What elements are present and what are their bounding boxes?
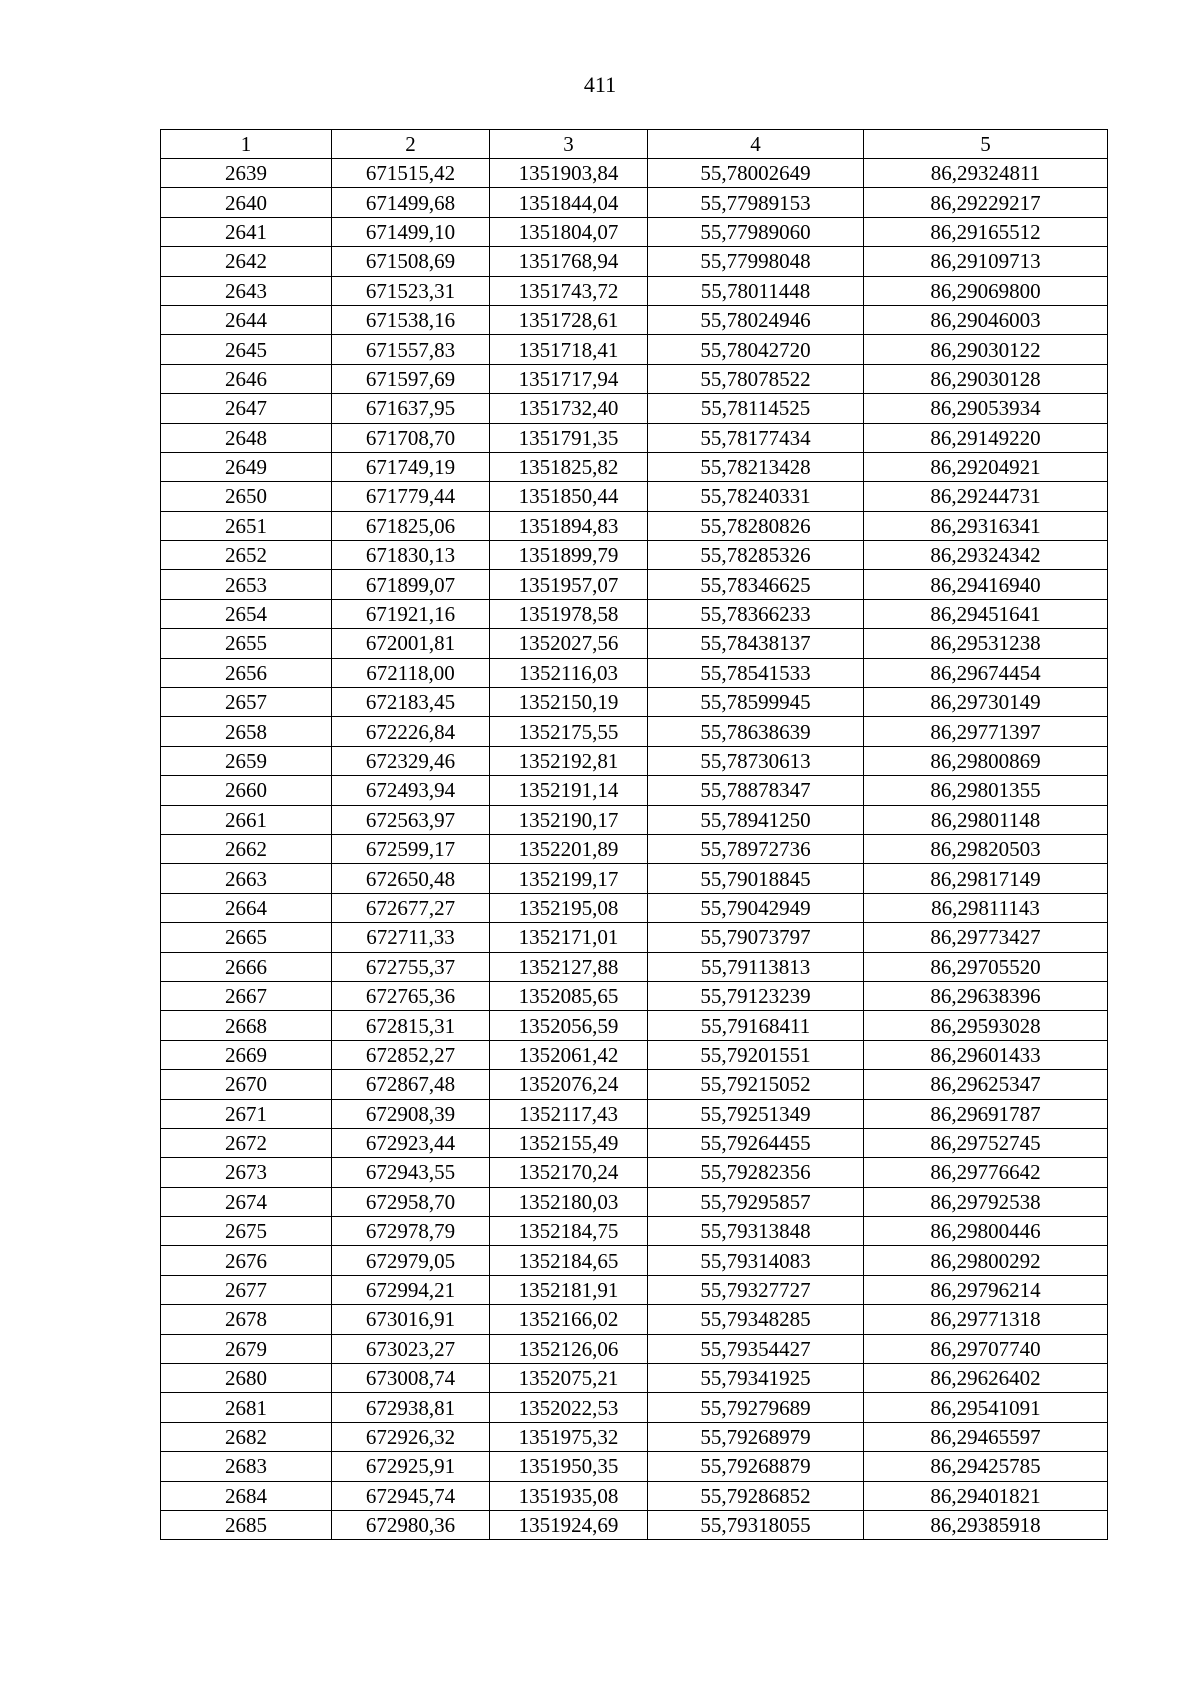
y-coordinate-cell: 1352127,88 — [490, 952, 648, 981]
point-number-cell: 2666 — [161, 952, 332, 981]
longitude-cell: 86,29451641 — [864, 599, 1108, 628]
point-number-cell: 2647 — [161, 394, 332, 423]
x-coordinate-cell: 672979,05 — [332, 1246, 490, 1275]
longitude-cell: 86,29069800 — [864, 276, 1108, 305]
table-row — [161, 1040, 1108, 1069]
latitude-cell: 55,78366233 — [648, 599, 864, 628]
longitude-cell: 86,29771318 — [864, 1305, 1108, 1334]
latitude-cell: 55,79264455 — [648, 1128, 864, 1157]
latitude-cell: 55,79268979 — [648, 1422, 864, 1451]
y-coordinate-cell: 1352195,08 — [490, 893, 648, 922]
y-coordinate-cell: 1352171,01 — [490, 923, 648, 952]
latitude-cell: 55,78599945 — [648, 688, 864, 717]
y-coordinate-cell: 1352199,17 — [490, 864, 648, 893]
y-coordinate-cell: 1351718,41 — [490, 335, 648, 364]
latitude-cell: 55,78878347 — [648, 776, 864, 805]
x-coordinate-cell: 672001,81 — [332, 629, 490, 658]
x-coordinate-cell: 672994,21 — [332, 1275, 490, 1304]
longitude-cell: 86,29601433 — [864, 1040, 1108, 1069]
point-number-cell: 2674 — [161, 1187, 332, 1216]
y-coordinate-cell: 1351978,58 — [490, 599, 648, 628]
x-coordinate-cell: 671523,31 — [332, 276, 490, 305]
table-row — [161, 423, 1108, 452]
x-coordinate-cell: 672815,31 — [332, 1011, 490, 1040]
table-row — [161, 688, 1108, 717]
point-number-cell: 2655 — [161, 629, 332, 658]
point-number-cell: 2654 — [161, 599, 332, 628]
y-coordinate-cell: 1352201,89 — [490, 834, 648, 863]
longitude-cell: 86,29773427 — [864, 923, 1108, 952]
point-number-cell: 2645 — [161, 335, 332, 364]
latitude-cell: 55,79282356 — [648, 1158, 864, 1187]
latitude-cell: 55,79286852 — [648, 1481, 864, 1510]
latitude-cell: 55,78638639 — [648, 717, 864, 746]
y-coordinate-cell: 1351950,35 — [490, 1452, 648, 1481]
y-coordinate-cell: 1351844,04 — [490, 188, 648, 217]
y-coordinate-cell: 1351768,94 — [490, 247, 648, 276]
table-row — [161, 864, 1108, 893]
x-coordinate-cell: 672493,94 — [332, 776, 490, 805]
longitude-cell: 86,29541091 — [864, 1393, 1108, 1422]
y-coordinate-cell: 1352075,21 — [490, 1364, 648, 1393]
point-number-cell: 2650 — [161, 482, 332, 511]
table-row — [161, 1158, 1108, 1187]
point-number-cell: 2681 — [161, 1393, 332, 1422]
point-number-cell: 2662 — [161, 834, 332, 863]
x-coordinate-cell: 672329,46 — [332, 746, 490, 775]
x-coordinate-cell: 672958,70 — [332, 1187, 490, 1216]
point-number-cell: 2659 — [161, 746, 332, 775]
y-coordinate-cell: 1351717,94 — [490, 364, 648, 393]
latitude-cell: 55,79279689 — [648, 1393, 864, 1422]
x-coordinate-cell: 671830,13 — [332, 541, 490, 570]
longitude-cell: 86,29425785 — [864, 1452, 1108, 1481]
y-coordinate-cell: 1352155,49 — [490, 1128, 648, 1157]
latitude-cell: 55,79073797 — [648, 923, 864, 952]
y-coordinate-cell: 1351975,32 — [490, 1422, 648, 1451]
longitude-cell: 86,29465597 — [864, 1422, 1108, 1451]
y-coordinate-cell: 1352180,03 — [490, 1187, 648, 1216]
point-number-cell: 2671 — [161, 1099, 332, 1128]
point-number-cell: 2661 — [161, 805, 332, 834]
y-coordinate-cell: 1352184,65 — [490, 1246, 648, 1275]
longitude-cell: 86,29401821 — [864, 1481, 1108, 1510]
latitude-cell: 55,78213428 — [648, 452, 864, 481]
latitude-cell: 55,78114525 — [648, 394, 864, 423]
latitude-cell: 55,78078522 — [648, 364, 864, 393]
latitude-cell: 55,79313848 — [648, 1217, 864, 1246]
table-row — [161, 1305, 1108, 1334]
y-coordinate-cell: 1352166,02 — [490, 1305, 648, 1334]
x-coordinate-cell: 672923,44 — [332, 1128, 490, 1157]
longitude-cell: 86,29046003 — [864, 305, 1108, 334]
y-coordinate-cell: 1352150,19 — [490, 688, 648, 717]
longitude-cell: 86,29626402 — [864, 1364, 1108, 1393]
point-number-cell: 2667 — [161, 981, 332, 1010]
point-number-cell: 2682 — [161, 1422, 332, 1451]
column-header: 5 — [864, 130, 1108, 159]
y-coordinate-cell: 1352085,65 — [490, 981, 648, 1010]
longitude-cell: 86,29316341 — [864, 511, 1108, 540]
latitude-cell: 55,78730613 — [648, 746, 864, 775]
latitude-cell: 55,77989153 — [648, 188, 864, 217]
latitude-cell: 55,79268879 — [648, 1452, 864, 1481]
latitude-cell: 55,78011448 — [648, 276, 864, 305]
coordinates-table — [160, 129, 1108, 1540]
point-number-cell: 2656 — [161, 658, 332, 687]
table-row — [161, 834, 1108, 863]
latitude-cell: 55,79295857 — [648, 1187, 864, 1216]
point-number-cell: 2640 — [161, 188, 332, 217]
x-coordinate-cell: 672711,33 — [332, 923, 490, 952]
table-row — [161, 1364, 1108, 1393]
x-coordinate-cell: 672980,36 — [332, 1510, 490, 1539]
longitude-cell: 86,29801355 — [864, 776, 1108, 805]
latitude-cell: 55,79348285 — [648, 1305, 864, 1334]
point-number-cell: 2676 — [161, 1246, 332, 1275]
x-coordinate-cell: 672978,79 — [332, 1217, 490, 1246]
longitude-cell: 86,29801148 — [864, 805, 1108, 834]
table-row — [161, 599, 1108, 628]
y-coordinate-cell: 1351903,84 — [490, 159, 648, 188]
point-number-cell: 2657 — [161, 688, 332, 717]
latitude-cell: 55,78024946 — [648, 305, 864, 334]
longitude-cell: 86,29109713 — [864, 247, 1108, 276]
longitude-cell: 86,29416940 — [864, 570, 1108, 599]
table-row — [161, 511, 1108, 540]
y-coordinate-cell: 1352061,42 — [490, 1040, 648, 1069]
table-row — [161, 247, 1108, 276]
point-number-cell: 2649 — [161, 452, 332, 481]
x-coordinate-cell: 671825,06 — [332, 511, 490, 540]
point-number-cell: 2660 — [161, 776, 332, 805]
table-row — [161, 629, 1108, 658]
latitude-cell: 55,79327727 — [648, 1275, 864, 1304]
x-coordinate-cell: 671708,70 — [332, 423, 490, 452]
table-row — [161, 159, 1108, 188]
latitude-cell: 55,78280826 — [648, 511, 864, 540]
table-row — [161, 188, 1108, 217]
point-number-cell: 2653 — [161, 570, 332, 599]
longitude-cell: 86,29705520 — [864, 952, 1108, 981]
longitude-cell: 86,29796214 — [864, 1275, 1108, 1304]
x-coordinate-cell: 672925,91 — [332, 1452, 490, 1481]
table-row — [161, 570, 1108, 599]
y-coordinate-cell: 1352126,06 — [490, 1334, 648, 1363]
y-coordinate-cell: 1352170,24 — [490, 1158, 648, 1187]
table-row — [161, 541, 1108, 570]
longitude-cell: 86,29149220 — [864, 423, 1108, 452]
latitude-cell: 55,78941250 — [648, 805, 864, 834]
point-number-cell: 2643 — [161, 276, 332, 305]
x-coordinate-cell: 672765,36 — [332, 981, 490, 1010]
longitude-cell: 86,29800292 — [864, 1246, 1108, 1275]
latitude-cell: 55,79354427 — [648, 1334, 864, 1363]
latitude-cell: 55,79314083 — [648, 1246, 864, 1275]
latitude-cell: 55,78042720 — [648, 335, 864, 364]
table-row — [161, 394, 1108, 423]
point-number-cell: 2675 — [161, 1217, 332, 1246]
longitude-cell: 86,29771397 — [864, 717, 1108, 746]
x-coordinate-cell: 671779,44 — [332, 482, 490, 511]
longitude-cell: 86,29817149 — [864, 864, 1108, 893]
y-coordinate-cell: 1352175,55 — [490, 717, 648, 746]
point-number-cell: 2641 — [161, 217, 332, 246]
point-number-cell: 2672 — [161, 1128, 332, 1157]
y-coordinate-cell: 1351732,40 — [490, 394, 648, 423]
x-coordinate-cell: 671637,95 — [332, 394, 490, 423]
y-coordinate-cell: 1352027,56 — [490, 629, 648, 658]
column-header: 2 — [332, 130, 490, 159]
y-coordinate-cell: 1351924,69 — [490, 1510, 648, 1539]
table-row — [161, 952, 1108, 981]
point-number-cell: 2648 — [161, 423, 332, 452]
longitude-cell: 86,29776642 — [864, 1158, 1108, 1187]
y-coordinate-cell: 1351743,72 — [490, 276, 648, 305]
table-row — [161, 1481, 1108, 1510]
point-number-cell: 2642 — [161, 247, 332, 276]
table-row — [161, 1452, 1108, 1481]
point-number-cell: 2663 — [161, 864, 332, 893]
longitude-cell: 86,29244731 — [864, 482, 1108, 511]
longitude-cell: 86,29792538 — [864, 1187, 1108, 1216]
y-coordinate-cell: 1352192,81 — [490, 746, 648, 775]
table-row — [161, 776, 1108, 805]
y-coordinate-cell: 1351728,61 — [490, 305, 648, 334]
longitude-cell: 86,29811143 — [864, 893, 1108, 922]
latitude-cell: 55,78972736 — [648, 834, 864, 863]
table-row — [161, 482, 1108, 511]
y-coordinate-cell: 1351791,35 — [490, 423, 648, 452]
longitude-cell: 86,29638396 — [864, 981, 1108, 1010]
point-number-cell: 2680 — [161, 1364, 332, 1393]
point-number-cell: 2658 — [161, 717, 332, 746]
table-row — [161, 746, 1108, 775]
latitude-cell: 55,79168411 — [648, 1011, 864, 1040]
y-coordinate-cell: 1351899,79 — [490, 541, 648, 570]
point-number-cell: 2673 — [161, 1158, 332, 1187]
x-coordinate-cell: 671499,68 — [332, 188, 490, 217]
latitude-cell: 55,79201551 — [648, 1040, 864, 1069]
x-coordinate-cell: 672226,84 — [332, 717, 490, 746]
x-coordinate-cell: 672945,74 — [332, 1481, 490, 1510]
x-coordinate-cell: 673023,27 — [332, 1334, 490, 1363]
y-coordinate-cell: 1351935,08 — [490, 1481, 648, 1510]
point-number-cell: 2665 — [161, 923, 332, 952]
latitude-cell: 55,78346625 — [648, 570, 864, 599]
latitude-cell: 55,79042949 — [648, 893, 864, 922]
table-row — [161, 981, 1108, 1010]
table-row — [161, 1510, 1108, 1539]
table-row — [161, 1099, 1108, 1128]
longitude-cell: 86,29674454 — [864, 658, 1108, 687]
x-coordinate-cell: 672118,00 — [332, 658, 490, 687]
y-coordinate-cell: 1351825,82 — [490, 452, 648, 481]
latitude-cell: 55,77989060 — [648, 217, 864, 246]
table-row — [161, 1011, 1108, 1040]
point-number-cell: 2669 — [161, 1040, 332, 1069]
longitude-cell: 86,29385918 — [864, 1510, 1108, 1539]
point-number-cell: 2670 — [161, 1070, 332, 1099]
point-number-cell: 2651 — [161, 511, 332, 540]
y-coordinate-cell: 1351894,83 — [490, 511, 648, 540]
table-row — [161, 1070, 1108, 1099]
point-number-cell: 2664 — [161, 893, 332, 922]
longitude-cell: 86,29229217 — [864, 188, 1108, 217]
x-coordinate-cell: 671921,16 — [332, 599, 490, 628]
table-row — [161, 923, 1108, 952]
longitude-cell: 86,29820503 — [864, 834, 1108, 863]
x-coordinate-cell: 672943,55 — [332, 1158, 490, 1187]
x-coordinate-cell: 673008,74 — [332, 1364, 490, 1393]
x-coordinate-cell: 672755,37 — [332, 952, 490, 981]
latitude-cell: 55,78177434 — [648, 423, 864, 452]
table-body — [161, 159, 1108, 1540]
y-coordinate-cell: 1352184,75 — [490, 1217, 648, 1246]
point-number-cell: 2683 — [161, 1452, 332, 1481]
latitude-cell: 55,78285326 — [648, 541, 864, 570]
longitude-cell: 86,29053934 — [864, 394, 1108, 423]
table-row — [161, 805, 1108, 834]
y-coordinate-cell: 1352190,17 — [490, 805, 648, 834]
table-row — [161, 305, 1108, 334]
x-coordinate-cell: 672852,27 — [332, 1040, 490, 1069]
longitude-cell: 86,29800446 — [864, 1217, 1108, 1246]
longitude-cell: 86,29165512 — [864, 217, 1108, 246]
table-row — [161, 217, 1108, 246]
table-row — [161, 717, 1108, 746]
longitude-cell: 86,29593028 — [864, 1011, 1108, 1040]
column-header: 1 — [161, 130, 332, 159]
table-row — [161, 1246, 1108, 1275]
table-row — [161, 1422, 1108, 1451]
y-coordinate-cell: 1351957,07 — [490, 570, 648, 599]
x-coordinate-cell: 671557,83 — [332, 335, 490, 364]
x-coordinate-cell: 673016,91 — [332, 1305, 490, 1334]
table-header-row — [161, 130, 1108, 159]
point-number-cell: 2677 — [161, 1275, 332, 1304]
table-row — [161, 1334, 1108, 1363]
y-coordinate-cell: 1351804,07 — [490, 217, 648, 246]
longitude-cell: 86,29625347 — [864, 1070, 1108, 1099]
table-row — [161, 893, 1108, 922]
x-coordinate-cell: 671538,16 — [332, 305, 490, 334]
longitude-cell: 86,29030128 — [864, 364, 1108, 393]
x-coordinate-cell: 671749,19 — [332, 452, 490, 481]
longitude-cell: 86,29324811 — [864, 159, 1108, 188]
y-coordinate-cell: 1352076,24 — [490, 1070, 648, 1099]
point-number-cell: 2646 — [161, 364, 332, 393]
x-coordinate-cell: 671515,42 — [332, 159, 490, 188]
latitude-cell: 55,79215052 — [648, 1070, 864, 1099]
latitude-cell: 55,79018845 — [648, 864, 864, 893]
latitude-cell: 55,78438137 — [648, 629, 864, 658]
x-coordinate-cell: 672677,27 — [332, 893, 490, 922]
column-header: 4 — [648, 130, 864, 159]
longitude-cell: 86,29707740 — [864, 1334, 1108, 1363]
x-coordinate-cell: 672938,81 — [332, 1393, 490, 1422]
table-row — [161, 364, 1108, 393]
table-row — [161, 1187, 1108, 1216]
latitude-cell: 55,78240331 — [648, 482, 864, 511]
x-coordinate-cell: 672867,48 — [332, 1070, 490, 1099]
y-coordinate-cell: 1352116,03 — [490, 658, 648, 687]
table-row — [161, 335, 1108, 364]
x-coordinate-cell: 672563,97 — [332, 805, 490, 834]
point-number-cell: 2668 — [161, 1011, 332, 1040]
latitude-cell: 55,79123239 — [648, 981, 864, 1010]
longitude-cell: 86,29800869 — [864, 746, 1108, 775]
longitude-cell: 86,29324342 — [864, 541, 1108, 570]
latitude-cell: 55,79113813 — [648, 952, 864, 981]
page-number: 411 — [583, 72, 617, 97]
longitude-cell: 86,29691787 — [864, 1099, 1108, 1128]
point-number-cell: 2684 — [161, 1481, 332, 1510]
x-coordinate-cell: 672926,32 — [332, 1422, 490, 1451]
y-coordinate-cell: 1352056,59 — [490, 1011, 648, 1040]
point-number-cell: 2679 — [161, 1334, 332, 1363]
point-number-cell: 2644 — [161, 305, 332, 334]
latitude-cell: 55,77998048 — [648, 247, 864, 276]
longitude-cell: 86,29030122 — [864, 335, 1108, 364]
column-header: 3 — [490, 130, 648, 159]
x-coordinate-cell: 672650,48 — [332, 864, 490, 893]
y-coordinate-cell: 1352191,14 — [490, 776, 648, 805]
x-coordinate-cell: 672908,39 — [332, 1099, 490, 1128]
table-row — [161, 1128, 1108, 1157]
longitude-cell: 86,29730149 — [864, 688, 1108, 717]
longitude-cell: 86,29531238 — [864, 629, 1108, 658]
latitude-cell: 55,79251349 — [648, 1099, 864, 1128]
y-coordinate-cell: 1352181,91 — [490, 1275, 648, 1304]
table-row — [161, 1275, 1108, 1304]
point-number-cell: 2652 — [161, 541, 332, 570]
latitude-cell: 55,79341925 — [648, 1364, 864, 1393]
point-number-cell: 2639 — [161, 159, 332, 188]
longitude-cell: 86,29752745 — [864, 1128, 1108, 1157]
table-row — [161, 1217, 1108, 1246]
x-coordinate-cell: 672183,45 — [332, 688, 490, 717]
x-coordinate-cell: 671597,69 — [332, 364, 490, 393]
latitude-cell: 55,79318055 — [648, 1510, 864, 1539]
table-row — [161, 276, 1108, 305]
x-coordinate-cell: 671508,69 — [332, 247, 490, 276]
x-coordinate-cell: 672599,17 — [332, 834, 490, 863]
y-coordinate-cell: 1351850,44 — [490, 482, 648, 511]
point-number-cell: 2685 — [161, 1510, 332, 1539]
table-row — [161, 452, 1108, 481]
x-coordinate-cell: 671499,10 — [332, 217, 490, 246]
latitude-cell: 55,78541533 — [648, 658, 864, 687]
x-coordinate-cell: 671899,07 — [332, 570, 490, 599]
y-coordinate-cell: 1352117,43 — [490, 1099, 648, 1128]
point-number-cell: 2678 — [161, 1305, 332, 1334]
longitude-cell: 86,29204921 — [864, 452, 1108, 481]
table-row — [161, 1393, 1108, 1422]
y-coordinate-cell: 1352022,53 — [490, 1393, 648, 1422]
latitude-cell: 55,78002649 — [648, 159, 864, 188]
table-row — [161, 658, 1108, 687]
